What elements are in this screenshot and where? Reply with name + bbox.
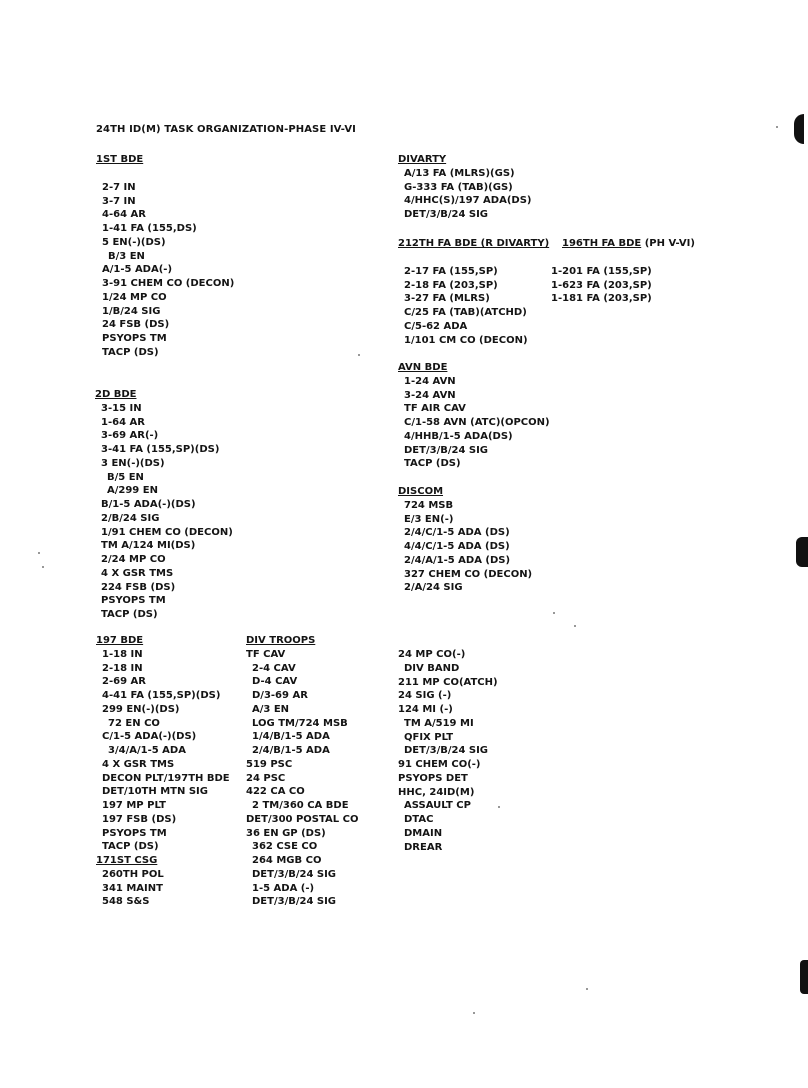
- unit-entry: 2 TM/360 CA BDE: [252, 800, 349, 811]
- unit-entry: 1-181 FA (203,SP): [551, 293, 652, 305]
- unit-entry: C/1-58 AVN (ATC)(OPCON): [404, 417, 550, 428]
- unit-entry: 91 CHEM CO(-): [398, 759, 481, 770]
- csg171-header: 171ST CSG: [96, 855, 158, 866]
- unit-entry: A/1-5 ADA(-): [102, 264, 173, 276]
- unit-entry: 4-41 FA (155,SP)(DS): [102, 690, 221, 701]
- unit-entry: TM A/519 MI: [404, 717, 474, 729]
- unit-entry: DET/3/B/24 SIG: [404, 745, 489, 757]
- binder-mark-bottom: [800, 960, 808, 994]
- page-title: 24TH ID(M) TASK ORGANIZATION-PHASE IV-VI: [96, 124, 356, 135]
- unit-entry: 3/4/A/1-5 ADA: [108, 745, 186, 756]
- unit-entry: 422 CA CO: [246, 786, 305, 798]
- unit-entry: PSYOPS DET: [398, 772, 468, 784]
- unit-entry: 264 MGB CO: [252, 855, 322, 866]
- unit-entry: 341 MAINT: [102, 882, 163, 894]
- unit-entry: 211 MP CO(ATCH): [398, 676, 498, 688]
- unit-entry: 4 X GSR TMS: [101, 567, 174, 579]
- unit-entry: C/25 FA (TAB)(ATCHD): [404, 307, 527, 318]
- unit-entry: PSYOPS TM: [102, 827, 167, 839]
- unit-entry: G-333 FA (TAB)(GS): [404, 181, 513, 193]
- unit-entry: QFIX PLT: [404, 731, 454, 743]
- unit-entry: 3-24 AVN: [404, 389, 456, 401]
- unit-entry: 4/HHB/1-5 ADA(DS): [404, 430, 513, 442]
- unit-entry: 4 X GSR TMS: [102, 758, 175, 770]
- unit-entry: 2-18 FA (203,SP): [404, 279, 498, 291]
- unit-entry: DTAC: [404, 814, 434, 825]
- scan-speck: [574, 625, 576, 627]
- unit-entry: DET/3/B/24 SIG: [252, 868, 337, 880]
- unit-entry: 2/A/24 SIG: [404, 582, 463, 594]
- unit-entry: 1/101 CM CO (DECON): [404, 334, 528, 346]
- unit-entry: DET/3/B/24 SIG: [404, 444, 489, 456]
- unit-entry: 72 EN CO: [108, 717, 160, 729]
- divtroops-section: [246, 634, 358, 909]
- unit-entry: 3-27 FA (MLRS): [404, 293, 490, 305]
- unit-entry: PSYOPS TM: [102, 333, 167, 344]
- unit-entry: 2-7 IN: [102, 181, 136, 193]
- unit-entry: 1/24 MP CO: [102, 291, 167, 303]
- unit-entry: 5 EN(-)(DS): [102, 236, 166, 248]
- unit-entry: 3-91 CHEM CO (DECON): [102, 278, 235, 289]
- bde197-section: [96, 634, 230, 909]
- unit-entry: 197 FSB (DS): [102, 813, 177, 825]
- unit-entry: 4/4/C/1-5 ADA (DS): [404, 541, 510, 552]
- unit-entry: 224 FSB (DS): [101, 581, 176, 593]
- bde2-section: [95, 388, 233, 622]
- unit-entry: 4/HHC(S)/197 ADA(DS): [404, 195, 532, 207]
- unit-entry: 1-24 AVN: [404, 375, 456, 387]
- avn-section: [398, 361, 550, 471]
- unit-entry: 519 PSC: [246, 758, 293, 770]
- unit-entry: 2-4 CAV: [252, 662, 296, 674]
- unit-entry: B/3 EN: [108, 250, 145, 262]
- unit-entry: A/3 EN: [252, 703, 290, 715]
- discom-header: DISCOM: [398, 486, 444, 497]
- fa212-section: [398, 237, 549, 347]
- scan-speck: [38, 552, 40, 554]
- scan-speck: [473, 1012, 475, 1014]
- unit-entry: 24 FSB (DS): [102, 319, 170, 331]
- unit-entry: 36 EN GP (DS): [246, 827, 326, 839]
- unit-entry: 1/91 CHEM CO (DECON): [101, 526, 233, 538]
- unit-entry: A/299 EN: [107, 485, 158, 497]
- unit-entry: 124 MI (-): [398, 704, 453, 715]
- bde197-header: 197 BDE: [96, 635, 144, 646]
- unit-entry: 1/4/B/1-5 ADA: [252, 731, 330, 743]
- fa212-header: 212TH FA BDE (R DIVARTY): [398, 238, 550, 249]
- unit-entry: 1-41 FA (155,DS): [102, 223, 197, 234]
- unit-entry: A/13 FA (MLRS)(GS): [404, 167, 515, 179]
- divtroops-header: DIV TROOPS: [246, 635, 316, 646]
- unit-entry: DREAR: [404, 841, 443, 853]
- unit-entry: 24 SIG (-): [398, 690, 452, 702]
- unit-entry: 2/24 MP CO: [101, 554, 166, 565]
- unit-entry: DET/10TH MTN SIG: [102, 786, 208, 798]
- unit-entry: 3-69 AR(-): [101, 430, 159, 442]
- unit-entry: 1-623 FA (203,SP): [551, 279, 652, 291]
- unit-entry: 724 MSB: [404, 499, 454, 511]
- unit-entry: C/5-62 ADA: [404, 320, 468, 332]
- unit-entry: 2-17 FA (155,SP): [404, 265, 498, 277]
- bde1-header: 1ST BDE: [96, 154, 144, 165]
- unit-entry: DMAIN: [404, 827, 443, 839]
- unit-entry: 260TH POL: [102, 868, 164, 880]
- unit-entry: B/5 EN: [107, 471, 144, 483]
- unit-entry: DECON PLT/197TH BDE: [102, 772, 230, 784]
- scan-speck: [498, 806, 500, 808]
- unit-entry: C/1-5 ADA(-)(DS): [102, 731, 197, 743]
- unit-entry: TACP (DS): [102, 841, 159, 853]
- unit-entry: 3-7 IN: [102, 195, 136, 207]
- unit-entry: 24 PSC: [246, 772, 286, 784]
- avn-header: AVN BDE: [398, 362, 448, 373]
- unit-entry: 327 CHEM CO (DECON): [404, 568, 533, 580]
- unit-entry: 2/4/B/1-5 ADA: [252, 745, 330, 756]
- unit-entry: 2-18 IN: [102, 662, 143, 674]
- divarty-header: DIVARTY: [398, 154, 447, 165]
- unit-entry: 2/B/24 SIG: [101, 512, 160, 524]
- unit-entry: 2-69 AR: [102, 676, 146, 688]
- unit-entry: TM A/124 MI(DS): [101, 540, 196, 552]
- unit-entry: 1-201 FA (155,SP): [551, 265, 652, 277]
- unit-entry: TACP (DS): [102, 346, 159, 358]
- unit-entry: HHC, 24ID(M): [398, 786, 475, 798]
- unit-entry: PSYOPS TM: [101, 595, 166, 607]
- unit-entry: 1/B/24 SIG: [102, 305, 161, 317]
- unit-entry: 362 CSE CO: [252, 841, 318, 853]
- unit-entry: 1-5 ADA (-): [252, 882, 315, 894]
- discom-section: [398, 485, 532, 595]
- unit-entry: ASSAULT CP: [404, 800, 471, 812]
- unit-entry: TACP (DS): [404, 458, 461, 470]
- unit-entry: DET/3/B/24 SIG: [252, 896, 337, 908]
- unit-entry: 2/4/A/1-5 ADA (DS): [404, 554, 511, 566]
- unit-entry: D/3-69 AR: [252, 690, 308, 701]
- unit-entry: 2/4/C/1-5 ADA (DS): [404, 527, 510, 539]
- scan-speck: [553, 612, 555, 614]
- unit-entry: 1-18 IN: [102, 648, 143, 660]
- unit-entry: E/3 EN(-): [404, 513, 454, 525]
- unit-entry: 1-64 AR: [101, 416, 145, 428]
- scan-speck: [586, 988, 588, 990]
- unit-entry: 197 MP PLT: [102, 800, 166, 811]
- fa196-section: [551, 237, 695, 306]
- unit-entry: 3 EN(-)(DS): [101, 457, 165, 469]
- fa196-phase-note: (PH V-VI): [644, 238, 695, 249]
- divtroops-col2: [398, 648, 498, 854]
- scan-speck: [776, 126, 778, 128]
- scan-speck: [42, 566, 44, 568]
- unit-entry: 3-41 FA (155,SP)(DS): [101, 444, 220, 455]
- unit-entry: 4-64 AR: [102, 209, 146, 221]
- fa196-header: 196TH FA BDE: [562, 238, 642, 249]
- unit-entry: TF CAV: [246, 648, 286, 660]
- binder-mark-middle: [796, 537, 808, 567]
- binder-mark-top: [794, 114, 804, 144]
- bde2-header: 2D BDE: [95, 389, 137, 400]
- unit-entry: DIV BAND: [404, 662, 460, 674]
- unit-entry: 299 EN(-)(DS): [102, 703, 180, 715]
- unit-entry: 548 S&S: [102, 896, 150, 908]
- unit-entry: TACP (DS): [101, 609, 158, 620]
- scan-speck: [358, 354, 360, 356]
- unit-entry: 3-15 IN: [101, 402, 142, 414]
- unit-entry: LOG TM/724 MSB: [252, 717, 348, 729]
- unit-entry: B/1-5 ADA(-)(DS): [101, 499, 196, 510]
- unit-entry: DET/3/B/24 SIG: [404, 209, 489, 220]
- bde1-section: [96, 153, 234, 360]
- unit-entry: D-4 CAV: [252, 676, 298, 688]
- fa196-header-line: [562, 237, 695, 251]
- divarty-section: [398, 153, 531, 222]
- unit-entry: 24 MP CO(-): [398, 649, 466, 660]
- unit-entry: TF AIR CAV: [404, 403, 466, 415]
- unit-entry: DET/300 POSTAL CO: [246, 813, 359, 825]
